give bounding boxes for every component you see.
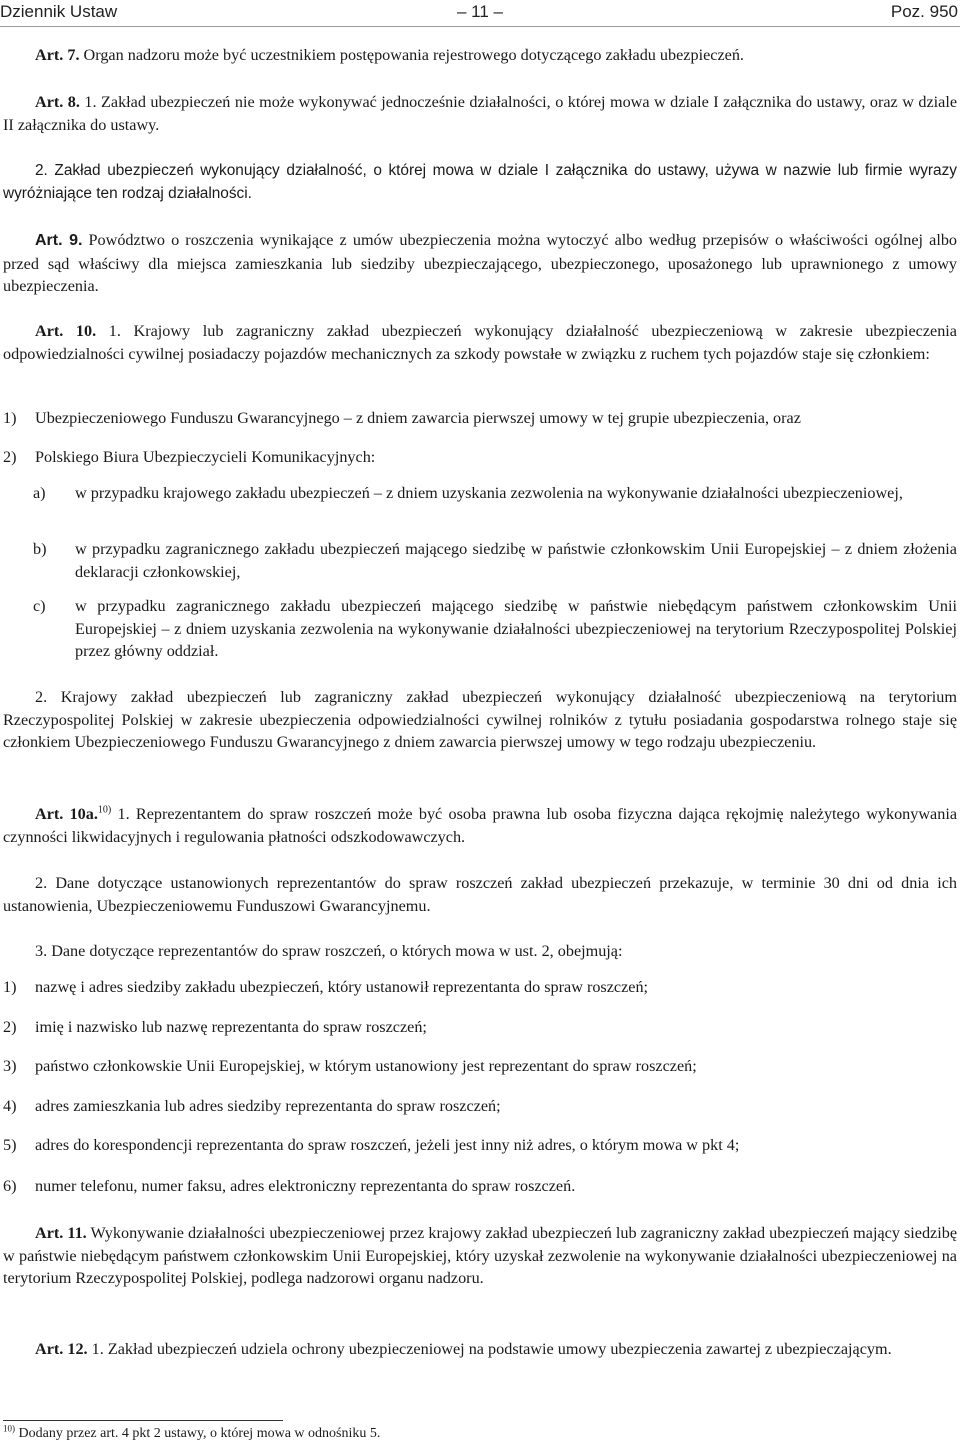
art-10-para-1 (3, 320, 957, 365)
item-text: Polskiego Biura Ubezpieczycieli Komunikacyjnych: (35, 448, 376, 466)
art-9-text: Powództwo o roszczenia wynikające z umów ubezpieczenia można wytoczyć albo według przepisów o właściwości ogólnej albo przed sąd właściwy dla miejsca zamieszkania lub siedziby ubezpieczającego, ubezpieczonego, uposażonego lub uprawnionego z umowy ubezpieczenia. (3, 231, 958, 295)
item-text: numer telefonu, numer faksu, adres elektroniczny reprezentanta do spraw roszczeń. (35, 1177, 576, 1195)
art-9-label: Art. 9. (35, 232, 83, 249)
item-number: 3) (3, 1057, 17, 1075)
art-11-text: Wykonywanie działalności ubezpieczeniowej przez krajowy zakład ubezpieczeń lub zagraniczny zakład ubezpieczeń mający siedzibę w państwie niebędącym państwem członkowskim Unii Europejskiej, który uzyskał zezwolenie na wykonywanie działalności ubezpieczeniowej na terytorium Rzeczypospolitej Polskiej, podlega nadzorowi organu nadzoru. (3, 1224, 957, 1287)
item-number: 4) (3, 1097, 17, 1115)
art-8-para-2: 2. Zakład ubezpieczeń wykonujący działalność, o której mowa w dziale I załącznika do ustawy, używa w nazwie lub firmie wyrazy wyróżniające ten rodzaj działalności. (3, 162, 957, 202)
sub-item-letter: c) (33, 597, 46, 615)
art-12 (3, 1338, 957, 1361)
item-text: Ubezpieczeniowego Funduszu Gwarancyjnego – z dniem zawarcia pierwszej umowy w tej grupie ubezpieczenia, oraz (35, 409, 801, 427)
item-text: państwo członkowskie Unii Europejskiej, w którym ustanowiony jest reprezentant do spraw roszczeń; (35, 1057, 697, 1075)
art-12-label: Art. 12. (35, 1340, 88, 1358)
art-10-para-2: 2. Krajowy zakład ubezpieczeń lub zagraniczny zakład ubezpieczeń wykonujący działalność ubezpieczeniową na terytorium Rzeczypospolitej Polskiej w zakresie ubezpieczenia odpowiedzialności cywilnej rolników z tytułu posiadania gospodarstwa rolnego staje się członkiem Ubezpieczeniowego Funduszu Gwarancyjnego z dniem zawarcia pierwszej umowy w tego rodzaju ubezpieczeniu. (3, 688, 957, 751)
footnote-rule (3, 1420, 283, 1421)
item-number: 1) (3, 978, 17, 996)
art-11-label: Art. 11. (35, 1224, 87, 1242)
art-11 (3, 1222, 957, 1290)
item-number: 5) (3, 1136, 17, 1154)
footnote-text: Dodany przez art. 4 pkt 2 ustawy, o której mowa w odnośniku 5. (15, 1426, 381, 1441)
footnote-number: 10) (3, 1423, 15, 1434)
art-7-text: Organ nadzoru może być uczestnikiem postępowania rejestrowego dotyczącego zakładu ubezpieczeń. (79, 46, 744, 64)
art-10a-para-3: 3. Dane dotyczące reprezentantów do spraw roszczeń, o których mowa w ust. 2, obejmują: (35, 942, 623, 960)
item-text: imię i nazwisko lub nazwę reprezentanta do spraw roszczeń; (35, 1018, 427, 1036)
art-10a-p1-text: 1. Reprezentantem do spraw roszczeń może być osoba prawna lub osoba fizyczna dająca rękojmię należytego wykonywania czynności likwidacyjnych i regulowania płatności odszkodowawczych. (3, 805, 957, 846)
page-header (0, 0, 960, 24)
sub-item-text: w przypadku zagranicznego zakładu ubezpieczeń mającego siedzibę w państwie członkowskim Unii Europejskiej – z dniem złożenia deklaracji członkowskiej, (75, 540, 957, 581)
art-7-label: Art. 7. (35, 46, 80, 64)
art-8-p1-text: 1. Zakład ubezpieczeń nie może wykonywać jednocześnie działalności, o której mowa w dziale I załącznika do ustawy, oraz w dziale II załącznika do ustawy. (3, 93, 957, 134)
art-10a-label: Art. 10a. (35, 805, 98, 823)
footnote (3, 1425, 380, 1443)
journal-name: Dziennik Ustaw (0, 2, 118, 21)
art-7 (3, 44, 957, 67)
item-text: adres do korespondencji reprezentanta do spraw roszczeń, jeżeli jest inny niż adres, o którym mowa w pkt 4; (35, 1136, 740, 1154)
footnote-reference[interactable]: 10) (97, 804, 112, 816)
item-text: nazwę i adres siedziby zakładu ubezpieczeń, który ustanowił reprezentanta do spraw roszczeń; (35, 978, 649, 996)
item-number: 1) (3, 409, 17, 427)
art-12-text: 1. Zakład ubezpieczeń udziela ochrony ubezpieczeniowej na podstawie umowy ubezpieczenia zawartej z ubezpieczającym. (87, 1340, 892, 1358)
item-number: 2) (3, 1018, 17, 1036)
art-8-label: Art. 8. (35, 93, 80, 111)
sub-item-letter: a) (33, 484, 46, 502)
item-number: 6) (3, 1177, 17, 1195)
position-number: Poz. 950 (890, 2, 958, 21)
sub-item-text: w przypadku zagranicznego zakładu ubezpieczeń mającego siedzibę w państwie niebędącym państwem członkowskim Unii Europejskiej – z dniem uzyskania zezwolenia na wykonywanie działalności ubezpieczeniowej na terytorium Rzeczypospolitej Polskiej przez główny oddział. (75, 597, 957, 660)
art-10a-para-2: 2. Dane dotyczące ustanowionych reprezentantów do spraw roszczeń zakład ubezpieczeń przekazuje, w terminie 30 dni od dnia ich ustanowienia, Ubezpieczeniowemu Funduszowi Gwarancyjnemu. (3, 874, 957, 915)
art-10a-para-1 (3, 803, 957, 848)
header-rule (0, 26, 960, 27)
art-9 (3, 229, 957, 298)
art-8-para-1 (3, 91, 957, 136)
page-number: – 11 – (456, 2, 503, 21)
sub-item-letter: b) (33, 540, 47, 558)
item-text: adres zamieszkania lub adres siedziby reprezentanta do spraw roszczeń; (35, 1097, 501, 1115)
art-10-label: Art. 10. (35, 322, 97, 340)
art-10-p1-text: 1. Krajowy lub zagraniczny zakład ubezpieczeń wykonujący działalność ubezpieczeniową w zakresie ubezpieczenia odpowiedzialności cywilnej posiadaczy pojazdów mechanicznych za szkody powstałe w związku z ruchem tych pojazdów staje się członkiem: (3, 322, 957, 363)
sub-item-text: w przypadku krajowego zakładu ubezpieczeń – z dniem uzyskania zezwolenia na wykonywanie działalności ubezpieczeniowej, (75, 484, 903, 502)
item-number: 2) (3, 448, 17, 466)
